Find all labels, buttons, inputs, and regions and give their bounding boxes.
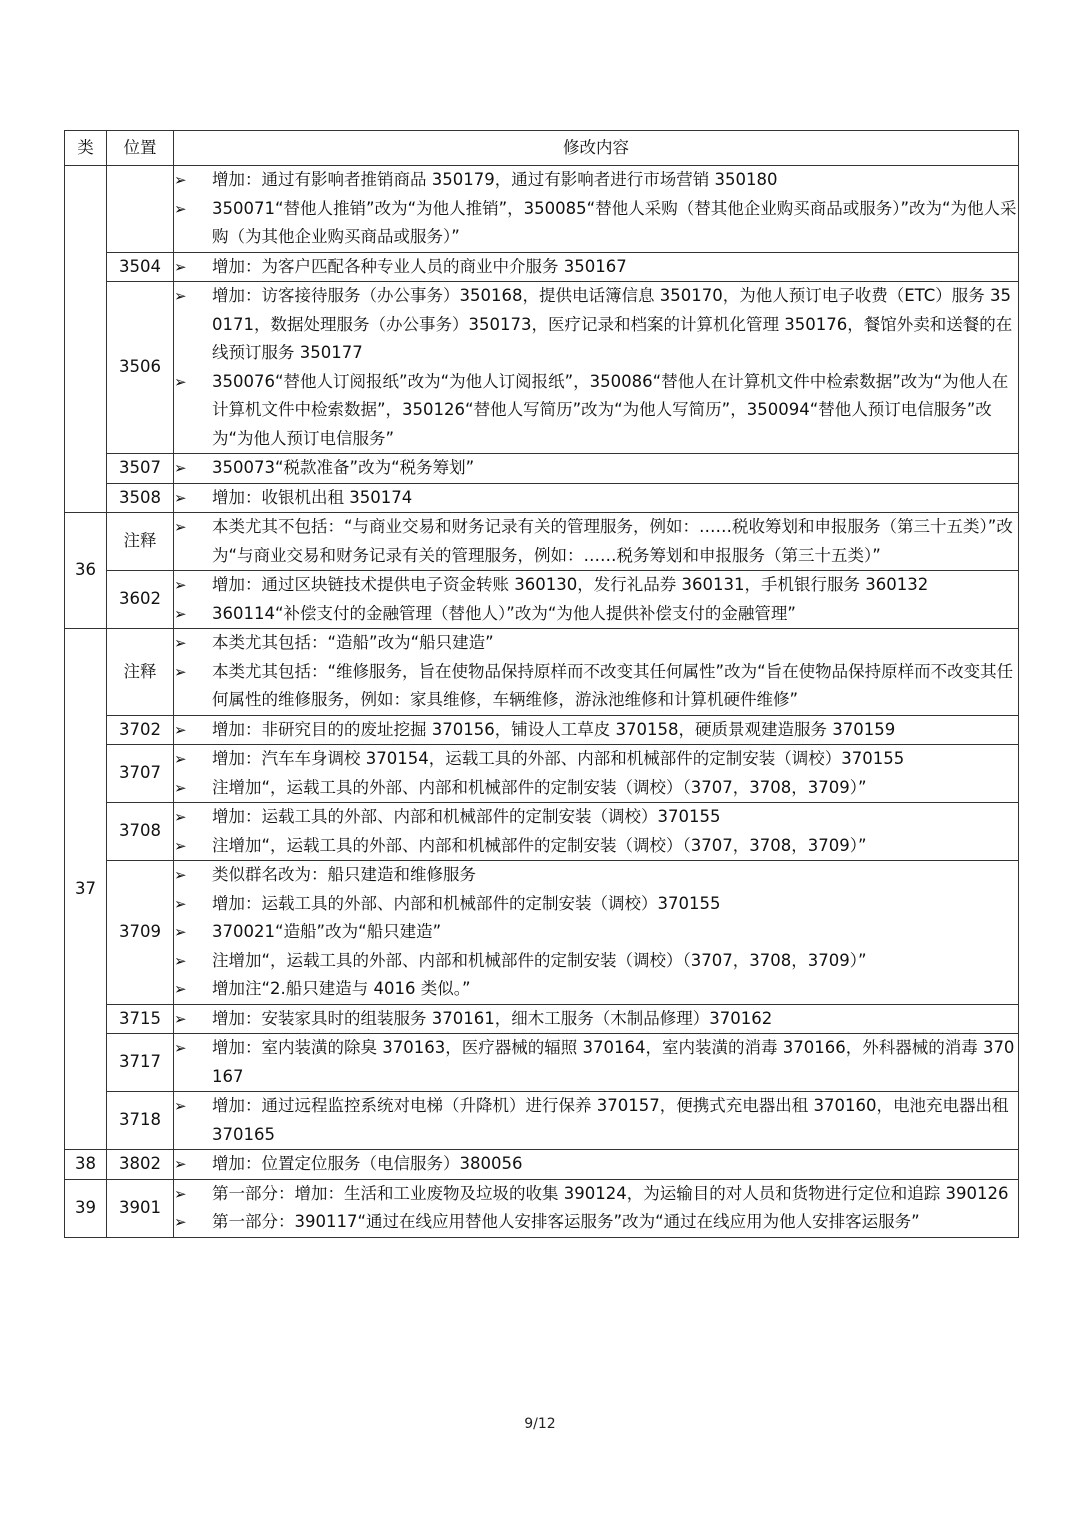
item-text: 增加：通过远程监控系统对电梯（升降机）进行保养 370157，便携式充电器出租 370160，电池充电器出租 370165 bbox=[212, 1096, 1009, 1144]
arrow-bullet-icon: ➢ bbox=[174, 951, 187, 970]
item-text: 350076“替他人订阅报纸”改为“为他人订阅报纸”，350086“替他人在计算机文件中检索数据”改为“为他人在计算机文件中检索数据”，350126“替他人写简历”改为“为他人写简历”，350094“替他人预订电信服务”改为“为他人预订电信服务” bbox=[212, 371, 1009, 448]
arrow-bullet-icon: ➢ bbox=[174, 894, 187, 913]
item-text: 注增加“，运载工具的外部、内部和机械部件的定制安装（调校）（3707，3708，3709）” bbox=[212, 835, 867, 855]
item-text: 增加：通过有影响者推销商品 350179，通过有影响者进行市场营销 350180 bbox=[212, 170, 778, 189]
content-cell bbox=[174, 715, 1019, 745]
arrow-bullet-icon: ➢ bbox=[174, 1184, 187, 1203]
position-cell: 3708 bbox=[107, 803, 174, 861]
content-cell bbox=[174, 166, 1019, 253]
item-text: 350073“税款准备”改为“税务筹划” bbox=[212, 458, 475, 477]
list-item bbox=[174, 282, 1018, 368]
position-cell: 3901 bbox=[107, 1179, 174, 1237]
table-row bbox=[65, 571, 1019, 629]
item-text: 增加：非研究目的的废址挖掘 370156，铺设人工草皮 370158，硬质景观建造服务 370159 bbox=[212, 719, 896, 739]
content-cell bbox=[174, 1150, 1019, 1180]
position-cell: 3709 bbox=[107, 861, 174, 1005]
arrow-bullet-icon: ➢ bbox=[174, 1155, 187, 1173]
list-item bbox=[174, 1034, 1018, 1091]
item-text: 本类尤其不包括：“与商业交易和财务记录有关的管理服务，例如：……税收筹划和申报服务（第三十五类）”改为“与商业交易和财务记录有关的管理服务，例如：……税务筹划和申报服务（第三十五类）” bbox=[212, 517, 1013, 565]
list-item bbox=[174, 484, 1018, 513]
position-cell: 3504 bbox=[107, 252, 174, 282]
list-item bbox=[174, 774, 1018, 803]
amendment-table bbox=[64, 130, 1019, 1238]
content-cell bbox=[174, 454, 1019, 484]
content-cell bbox=[174, 1179, 1019, 1237]
content-cell bbox=[174, 745, 1019, 803]
table-row bbox=[65, 803, 1019, 861]
item-text: 注增加“，运载工具的外部、内部和机械部件的定制安装（调校）（3707，3708，3709）” bbox=[212, 950, 867, 970]
item-text: 第一部分：增加：生活和工业废物及垃圾的收集 390124，为运输目的对人员和货物进行定位和追踪 390126 bbox=[212, 1183, 1009, 1203]
arrow-bullet-icon: ➢ bbox=[174, 287, 187, 305]
header-position: 位置 bbox=[107, 131, 174, 166]
position-cell: 3506 bbox=[107, 282, 174, 454]
position-cell bbox=[107, 166, 174, 253]
item-text: 本类尤其包括：“造船”改为“船只建造” bbox=[212, 633, 494, 652]
arrow-bullet-icon: ➢ bbox=[174, 372, 187, 391]
page-number: 9/12 bbox=[524, 1416, 556, 1432]
content-cell bbox=[174, 861, 1019, 1005]
list-item bbox=[174, 368, 1018, 454]
table-row bbox=[65, 861, 1019, 1005]
position-cell: 3718 bbox=[107, 1092, 174, 1150]
position-cell: 3717 bbox=[107, 1034, 174, 1092]
arrow-bullet-icon: ➢ bbox=[174, 1039, 187, 1057]
content-cell bbox=[174, 1034, 1019, 1092]
arrow-bullet-icon: ➢ bbox=[174, 518, 187, 536]
table-row bbox=[65, 745, 1019, 803]
list-item bbox=[174, 947, 1018, 976]
table-row bbox=[65, 1179, 1019, 1237]
list-item bbox=[174, 861, 1018, 890]
item-text: 增加注“2.船只建造与 4016 类似。” bbox=[212, 979, 471, 998]
list-item bbox=[174, 975, 1018, 1004]
item-text: 370021“造船”改为“船只建造” bbox=[212, 922, 442, 941]
arrow-bullet-icon: ➢ bbox=[174, 576, 187, 594]
item-text: 增加：位置定位服务（电信服务）380056 bbox=[212, 1154, 523, 1173]
item-text: 类似群名改为：船只建造和维修服务 bbox=[212, 865, 476, 884]
list-item bbox=[174, 513, 1018, 570]
table-row bbox=[65, 166, 1019, 253]
list-item bbox=[174, 1092, 1018, 1149]
arrow-bullet-icon: ➢ bbox=[174, 980, 187, 998]
item-text: 注增加“，运载工具的外部、内部和机械部件的定制安装（调校）（3707，3708，3709）” bbox=[212, 777, 867, 797]
position-cell: 3802 bbox=[107, 1150, 174, 1180]
list-item bbox=[174, 716, 1018, 745]
class-cell bbox=[65, 166, 107, 513]
table-row bbox=[65, 1034, 1019, 1092]
list-item bbox=[174, 918, 1018, 947]
item-text: 第一部分：390117“通过在线应用替他人安排客运服务”改为“通过在线应用为他人安排客运服务” bbox=[212, 1212, 920, 1231]
item-text: 增加：汽车车身调校 370154，运载工具的外部、内部和机械部件的定制安装（调校）370155 bbox=[212, 749, 905, 768]
position-cell: 3715 bbox=[107, 1004, 174, 1034]
arrow-bullet-icon: ➢ bbox=[174, 257, 187, 276]
content-cell bbox=[174, 1092, 1019, 1150]
item-text: 360114“补偿支付的金融管理（替他人）”改为“为他人提供补偿支付的金融管理” bbox=[212, 603, 796, 623]
content-cell bbox=[174, 483, 1019, 513]
item-text: 增加：运载工具的外部、内部和机械部件的定制安装（调校）370155 bbox=[212, 893, 721, 913]
content-cell bbox=[174, 803, 1019, 861]
list-item bbox=[174, 890, 1018, 919]
content-cell bbox=[174, 571, 1019, 629]
list-item bbox=[174, 1208, 1018, 1237]
item-text: 增加：通过区块链技术提供电子资金转账 360130，发行礼品券 360131，手机银行服务 360132 bbox=[212, 575, 929, 594]
content-cell bbox=[174, 629, 1019, 716]
list-item bbox=[174, 1005, 1018, 1034]
item-text: 增加：运载工具的外部、内部和机械部件的定制安装（调校）370155 bbox=[212, 807, 721, 826]
class-cell: 36 bbox=[65, 513, 107, 629]
content-cell bbox=[174, 1004, 1019, 1034]
table-row bbox=[65, 513, 1019, 571]
arrow-bullet-icon: ➢ bbox=[174, 750, 187, 768]
table-row bbox=[65, 1004, 1019, 1034]
list-item bbox=[174, 658, 1018, 715]
list-item bbox=[174, 629, 1018, 658]
class-cell: 38 bbox=[65, 1150, 107, 1180]
item-text: 本类尤其包括：“维修服务，旨在使物品保持原样而不改变其任何属性”改为“旨在使物品保持原样而不改变其任何属性的维修服务，例如：家具维修，车辆维修，游泳池维修和计算机硬件维修” bbox=[212, 661, 1014, 709]
arrow-bullet-icon: ➢ bbox=[174, 778, 187, 797]
class-cell: 37 bbox=[65, 629, 107, 1150]
arrow-bullet-icon: ➢ bbox=[174, 923, 187, 941]
table-row bbox=[65, 715, 1019, 745]
table-row bbox=[65, 1092, 1019, 1150]
position-cell: 3602 bbox=[107, 571, 174, 629]
position-cell: 3702 bbox=[107, 715, 174, 745]
item-text: 增加：室内装潢的除臭 370163，医疗器械的辐照 370164，室内装潢的消毒 370166，外科器械的消毒 370167 bbox=[212, 1038, 1015, 1086]
arrow-bullet-icon: ➢ bbox=[174, 866, 187, 884]
item-text: 增加：为客户匹配各种专业人员的商业中介服务 350167 bbox=[212, 256, 627, 276]
arrow-bullet-icon: ➢ bbox=[174, 662, 187, 681]
position-cell: 3508 bbox=[107, 483, 174, 513]
arrow-bullet-icon: ➢ bbox=[174, 604, 187, 623]
list-item bbox=[174, 803, 1018, 832]
content-cell bbox=[174, 513, 1019, 571]
list-item bbox=[174, 166, 1018, 195]
arrow-bullet-icon: ➢ bbox=[174, 1097, 187, 1115]
list-item bbox=[174, 454, 1018, 483]
table-row bbox=[65, 454, 1019, 484]
list-item bbox=[174, 600, 1018, 629]
header-class: 类 bbox=[65, 131, 107, 166]
header-content: 修改内容 bbox=[174, 131, 1019, 166]
item-text: 增加：安装家具时的组装服务 370161，细木工服务（木制品修理）370162 bbox=[212, 1008, 773, 1028]
table-row bbox=[65, 282, 1019, 454]
position-cell: 3707 bbox=[107, 745, 174, 803]
table-row bbox=[65, 1150, 1019, 1180]
table-header-row bbox=[65, 131, 1019, 166]
item-text: 增加：收银机出租 350174 bbox=[212, 487, 413, 507]
table-row bbox=[65, 483, 1019, 513]
content-cell bbox=[174, 252, 1019, 282]
list-item bbox=[174, 195, 1018, 252]
list-item bbox=[174, 745, 1018, 774]
table-row bbox=[65, 629, 1019, 716]
content-cell bbox=[174, 282, 1019, 454]
item-text: 350071“替他人推销”改为“为他人推销”，350085“替他人采购（替其他企业购买商品或服务）”改为“为他人采购（为其他企业购买商品或服务）” bbox=[212, 198, 1017, 246]
arrow-bullet-icon: ➢ bbox=[174, 634, 187, 652]
arrow-bullet-icon: ➢ bbox=[174, 171, 187, 189]
item-text: 增加：访客接待服务（办公事务）350168，提供电话簿信息 350170，为他人预订电子收费（ETC）服务 350171，数据处理服务（办公事务）350173，医疗记录和档案的计算机化管理 350176，餐馆外卖和送餐的在线预订服务 350177 bbox=[212, 286, 1013, 362]
arrow-bullet-icon: ➢ bbox=[174, 808, 187, 826]
arrow-bullet-icon: ➢ bbox=[174, 720, 187, 739]
list-item bbox=[174, 253, 1018, 282]
position-cell: 注释 bbox=[107, 513, 174, 571]
arrow-bullet-icon: ➢ bbox=[174, 1213, 187, 1231]
arrow-bullet-icon: ➢ bbox=[174, 1009, 187, 1028]
class-cell: 39 bbox=[65, 1179, 107, 1237]
table-row bbox=[65, 252, 1019, 282]
position-cell: 注释 bbox=[107, 629, 174, 716]
list-item bbox=[174, 1180, 1018, 1209]
arrow-bullet-icon: ➢ bbox=[174, 488, 187, 507]
list-item bbox=[174, 832, 1018, 861]
arrow-bullet-icon: ➢ bbox=[174, 199, 187, 218]
position-cell: 3507 bbox=[107, 454, 174, 484]
list-item bbox=[174, 571, 1018, 600]
arrow-bullet-icon: ➢ bbox=[174, 459, 187, 477]
arrow-bullet-icon: ➢ bbox=[174, 836, 187, 855]
list-item bbox=[174, 1150, 1018, 1179]
